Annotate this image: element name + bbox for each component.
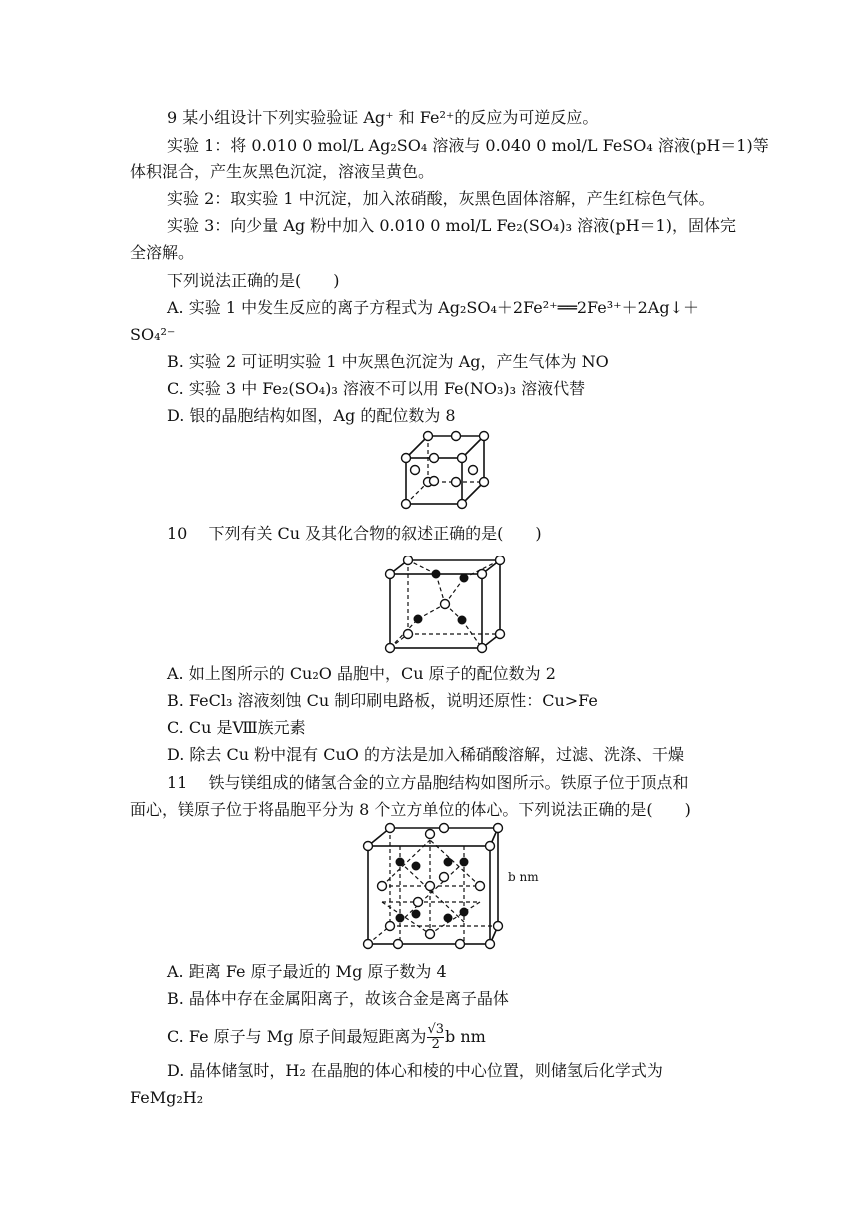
q9-exp2: 实验 2：取实验 1 中沉淀，加入浓硝酸，灰黑色固体溶解，产生红棕色气体。 [167,189,715,208]
ag-unit-cell-figure [398,428,494,512]
q9-exp1-line1: 实验 1：将 0.010 0 mol/L Ag₂SO₄ 溶液与 0.040 0 mol/L FeSO₄ 溶液(pH＝1)等 [167,136,769,155]
cu2o-unit-cell-figure [382,556,512,654]
q11-option-c-numerator: √3 [427,1022,444,1037]
q10-option-b: B. FeCl₃ 溶液刻蚀 Cu 制印刷电路板，说明还原性：Cu>Fe [167,691,598,710]
q11-option-a: A. 距离 Fe 原子最近的 Mg 原子数为 4 [167,962,447,981]
q9-option-b: B. 实验 2 可证明实验 1 中灰黑色沉淀为 Ag，产生气体为 NO [167,352,609,371]
q10-stem: 10 下列有关 Cu 及其化合物的叙述正确的是( ) [167,524,542,543]
q9-exp1-line2: 体积混合，产生灰黑色沉淀，溶液呈黄色。 [130,162,435,181]
q11-option-b: B. 晶体中存在金属阳离子，故该合金是离子晶体 [167,989,509,1008]
q11-option-d-line1: D. 晶体储氢时，H₂ 在晶胞的体心和棱的中心位置，则储氢后化学式为 [167,1061,663,1080]
q11-option-c-suffix: b nm [445,1027,486,1046]
q11-option-c-denominator: 2 [431,1037,440,1052]
q9-option-a-line2: SO₄²⁻ [130,325,176,344]
q9-exp3-line1: 实验 3：向少量 Ag 粉中加入 0.010 0 mol/L Fe₂(SO₄)₃ 溶液(pH＝1)，固体完 [167,216,736,235]
q9-option-d: D. 银的晶胞结构如图，Ag 的配位数为 8 [167,406,456,425]
q9-stem: 9 某小组设计下列实验验证 Ag⁺ 和 Fe²⁺的反应为可逆反应。 [167,108,599,127]
femg-unit-cell-figure [360,822,506,950]
q10-option-c: C. Cu 是Ⅷ族元素 [167,718,306,737]
q9-option-c: C. 实验 3 中 Fe₂(SO₄)₃ 溶液不可以用 Fe(NO₃)₃ 溶液代替 [167,379,586,398]
q11-option-c-prefix: C. Fe 原子与 Mg 原子间最短距离为 [167,1027,427,1046]
q11-figure-edge-label: b nm [508,870,539,884]
q11-option-c-fraction [427,1023,444,1052]
q9-option-a-line1: A. 实验 1 中发生反应的离子方程式为 Ag₂SO₄＋2Fe²⁺══2Fe³⁺＋2Ag↓＋ [167,298,699,317]
q9-exp3-line2: 全溶解。 [130,243,195,262]
q10-option-a: A. 如上图所示的 Cu₂O 晶胞中，Cu 原子的配位数为 2 [167,664,556,683]
q10-option-d: D. 除去 Cu 粉中混有 CuO 的方法是加入稀硝酸溶解，过滤、洗涤、干燥 [167,745,684,764]
q11-stem-line2: 面心，镁原子位于将晶胞平分为 8 个立方单位的体心。下列说法正确的是( ) [130,800,691,819]
q11-option-c [167,1023,486,1052]
q9-prompt: 下列说法正确的是( ) [167,271,340,290]
q11-option-d-line2: FeMg₂H₂ [130,1088,204,1107]
q11-stem-line1: 11 铁与镁组成的储氢合金的立方晶胞结构如图所示。铁原子位于顶点和 [167,773,689,792]
